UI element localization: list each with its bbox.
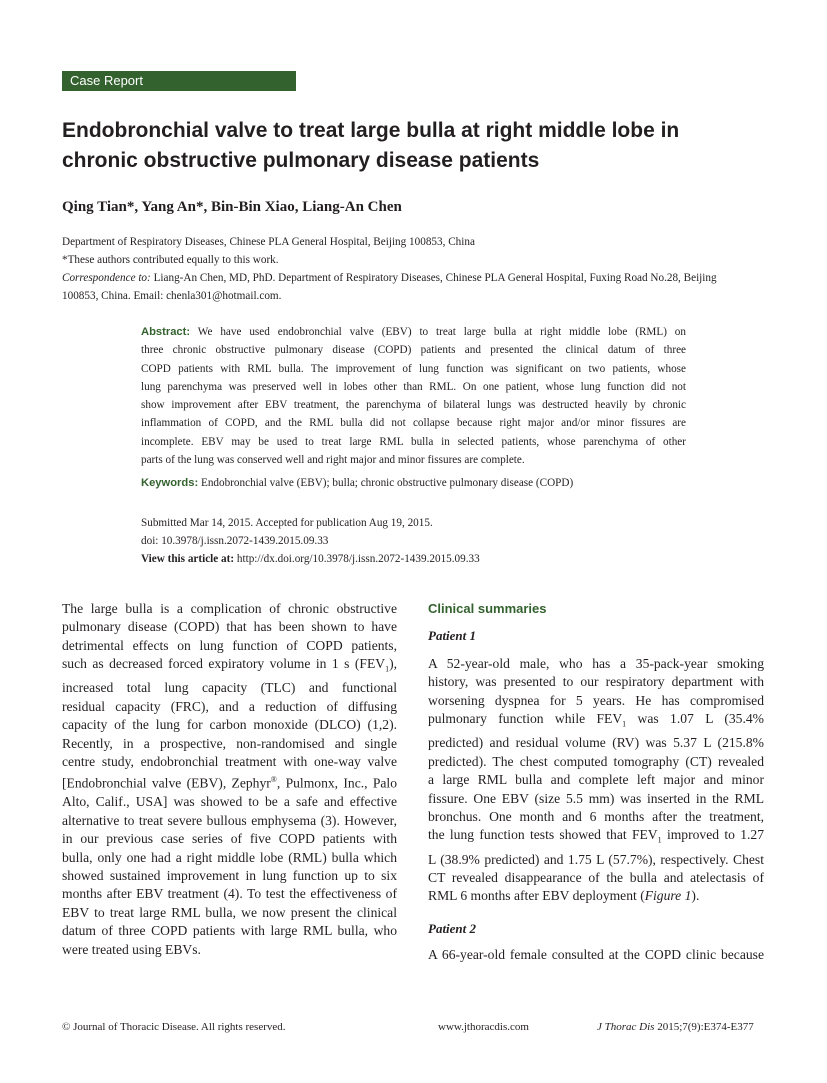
keywords-text: Endobronchial valve (EBV); bulla; chronic obstructive pulmonary disease (COPD) bbox=[198, 477, 574, 489]
abstract-line: COPD patients with RML bulla. The improvement of lung function was significant on two patients, whose bbox=[141, 362, 686, 375]
body-line-text: pulmonary function while FEV bbox=[428, 711, 623, 727]
keywords-line bbox=[141, 477, 573, 489]
figure-1-reference[interactable]: Figure 1 bbox=[644, 888, 692, 904]
body-line: a large RML bulla and complete left major and minor bbox=[428, 772, 764, 788]
body-line bbox=[428, 710, 764, 734]
figure-ref-close: ). bbox=[691, 888, 700, 904]
body-line: alternative to treat severe bullous emphysema (3). However, bbox=[62, 812, 397, 828]
abstract-first-line: We have used endobronchial valve (EBV) to treat large bulla at right middle lobe (RML) on bbox=[190, 326, 686, 338]
body-line: fissure. One EBV (size 5.5 mm) was inserted in the RML bbox=[428, 790, 764, 806]
body-line: Alto, Calif., USA] was showed to be a safe and effective bbox=[62, 794, 397, 810]
keywords-label: Keywords: bbox=[141, 477, 199, 489]
title-line-2: chronic obstructive pulmonary disease patients bbox=[62, 149, 540, 172]
body-line: L (38.9% predicted) and 1.75 L (57.7%), respectively. Chest bbox=[428, 851, 764, 867]
footer-citation bbox=[597, 1021, 754, 1033]
doi: doi: 10.3978/j.issn.2072-1439.2015.09.33 bbox=[141, 535, 329, 547]
body-line: worsening dyspnea for 5 years. He has compromised bbox=[428, 692, 764, 708]
body-line: The large bulla is a complication of chronic obstructive bbox=[62, 601, 397, 616]
article-meta bbox=[141, 514, 480, 568]
patient-2-body bbox=[428, 946, 764, 964]
fev-improvement: improved to 1.27 bbox=[661, 827, 764, 843]
body-line: capacity of the lung for carbon monoxide (DLCO) (1,2). bbox=[62, 717, 397, 733]
abstract-line: incomplete. EBV may be used to treat large RML bulla in selected patients, whose parenchyma of other bbox=[141, 435, 686, 448]
abstract-line bbox=[141, 323, 686, 341]
body-line-text: RML 6 months after EBV deployment ( bbox=[428, 888, 645, 904]
registered-mark: ® bbox=[270, 775, 277, 785]
body-line: in our previous case series of five COPD patients with bbox=[62, 831, 397, 847]
body-line: A 66-year-old female consulted at the COPD clinic because bbox=[428, 947, 764, 962]
zephyr-tail: , Pulmonx, Inc., Palo bbox=[276, 775, 397, 791]
fev-subscript: 1 bbox=[622, 719, 627, 729]
body-line: months after EBV treatment (4). To test the effectiveness of bbox=[62, 886, 397, 902]
article-title bbox=[62, 116, 762, 176]
body-line: bulla, only one had a right middle lobe (RML) bulla which bbox=[62, 849, 397, 865]
footer-copyright: © Journal of Thoracic Disease. All rights reserved. bbox=[62, 1021, 286, 1033]
equal-contribution-note: *These authors contributed equally to this work. bbox=[62, 254, 279, 266]
body-line bbox=[62, 771, 397, 793]
patient-2-heading: Patient 2 bbox=[428, 921, 477, 936]
abstract-line: parts of the lung was conserved well and right major and minor fissures are complete. bbox=[141, 454, 525, 467]
correspondence-label: Correspondence to: bbox=[62, 272, 151, 284]
body-line: predicted) and residual volume (RV) was 5.37 L (215.8% bbox=[428, 735, 764, 751]
body-line: predicted). The chest computed tomography (CT) revealed bbox=[428, 753, 764, 769]
body-line: pulmonary disease (COPD) that has been shown to have bbox=[62, 619, 397, 635]
abstract-block bbox=[141, 323, 686, 469]
body-line-text: such as decreased forced expiratory volume in 1 s (FEV bbox=[62, 656, 386, 672]
body-line: were treated using EBVs. bbox=[62, 941, 201, 957]
body-line bbox=[428, 826, 764, 850]
fev-subscript: 1 bbox=[657, 836, 662, 846]
department-line: Department of Respiratory Diseases, Chinese PLA General Hospital, Beijing 100853, China bbox=[62, 236, 475, 248]
abstract-line: lung parenchyma was preserved well in lobes other than RML. On one patient, whose lung function did not bbox=[141, 380, 686, 393]
abstract-line: three chronic obstructive pulmonary disease (COPD) patients and presented the clinical datum of three bbox=[141, 344, 686, 357]
body-line bbox=[428, 887, 764, 905]
section-badge bbox=[62, 71, 296, 91]
left-column-body bbox=[62, 600, 397, 959]
abstract-label: Abstract: bbox=[141, 326, 191, 338]
body-line: bronchus. One month and 6 months after the treatment, bbox=[428, 808, 764, 824]
citation-text: 2015;7(9):E374-E377 bbox=[654, 1021, 754, 1033]
patient-1-heading: Patient 1 bbox=[428, 628, 477, 643]
body-line: residual capacity (FRC), and a reduction of diffusing bbox=[62, 698, 397, 714]
section-heading-clinical-summaries: Clinical summaries bbox=[428, 601, 547, 616]
fev-tail: ), bbox=[389, 656, 397, 672]
body-line-text: the lung function tests showed that FEV bbox=[428, 827, 658, 843]
correspondence-line-2: 100853, China. Email: chenla301@hotmail.com. bbox=[62, 290, 282, 302]
patient-1-body bbox=[428, 655, 764, 906]
body-line bbox=[62, 655, 397, 679]
body-line: A 52-year-old male, who has a 35-pack-year smoking bbox=[428, 656, 764, 671]
body-line: datum of three COPD patients with large RML bulla, who bbox=[62, 923, 397, 939]
body-line: centre study, endobronchial treatment with one-way valve bbox=[62, 753, 397, 769]
author-list: Qing Tian*, Yang An*, Bin-Bin Xiao, Liang-An Chen bbox=[62, 199, 402, 215]
body-line: history, was presented to our respiratory department with bbox=[428, 674, 764, 690]
correspondence-line bbox=[62, 269, 765, 287]
body-line: increased total lung capacity (TLC) and functional bbox=[62, 680, 397, 696]
journal-abbreviation: J Thorac Dis bbox=[597, 1021, 655, 1033]
view-article-url[interactable]: http://dx.doi.org/10.3978/j.issn.2072-1439.2015.09.33 bbox=[234, 553, 480, 565]
section-label: Case Report bbox=[70, 73, 143, 88]
footer-website[interactable]: www.jthoracdis.com bbox=[438, 1021, 529, 1033]
body-line: Recently, in a prospective, non-randomised and single bbox=[62, 735, 397, 751]
affiliation-block bbox=[62, 233, 765, 305]
abstract-line: show improvement after EBV treatment, the parenchyma of bilateral lungs was destructed heavily by chronic bbox=[141, 399, 686, 412]
title-line-1: Endobronchial valve to treat large bulla at right middle lobe in bbox=[62, 119, 680, 142]
fev-value: was 1.07 L (35.4% bbox=[626, 711, 764, 727]
abstract-line: inflammation of COPD, and the RML bulla did not collapse because right major and/or minor fissures are bbox=[141, 417, 686, 430]
correspondence-text: Liang-An Chen, MD, PhD. Department of Respiratory Diseases, Chinese PLA General Hospital, Fuxing Road No.28, Beijing bbox=[150, 272, 717, 284]
body-line: showed sustained improvement in lung function up to six bbox=[62, 867, 397, 883]
body-line-text: [Endobronchial valve (EBV), Zephyr bbox=[62, 775, 271, 791]
submission-dates: Submitted Mar 14, 2015. Accepted for publication Aug 19, 2015. bbox=[141, 517, 433, 529]
view-article-label: View this article at: bbox=[141, 553, 235, 565]
body-line: CT revealed disappearance of the bulla and atelectasis of bbox=[428, 869, 764, 885]
body-line: EBV to treat large RML bulla, we now present the clinical bbox=[62, 904, 397, 920]
view-article-line bbox=[141, 550, 480, 568]
fev-subscript: 1 bbox=[385, 664, 390, 674]
body-line: detrimental effects on lung function of COPD patients, bbox=[62, 637, 397, 653]
